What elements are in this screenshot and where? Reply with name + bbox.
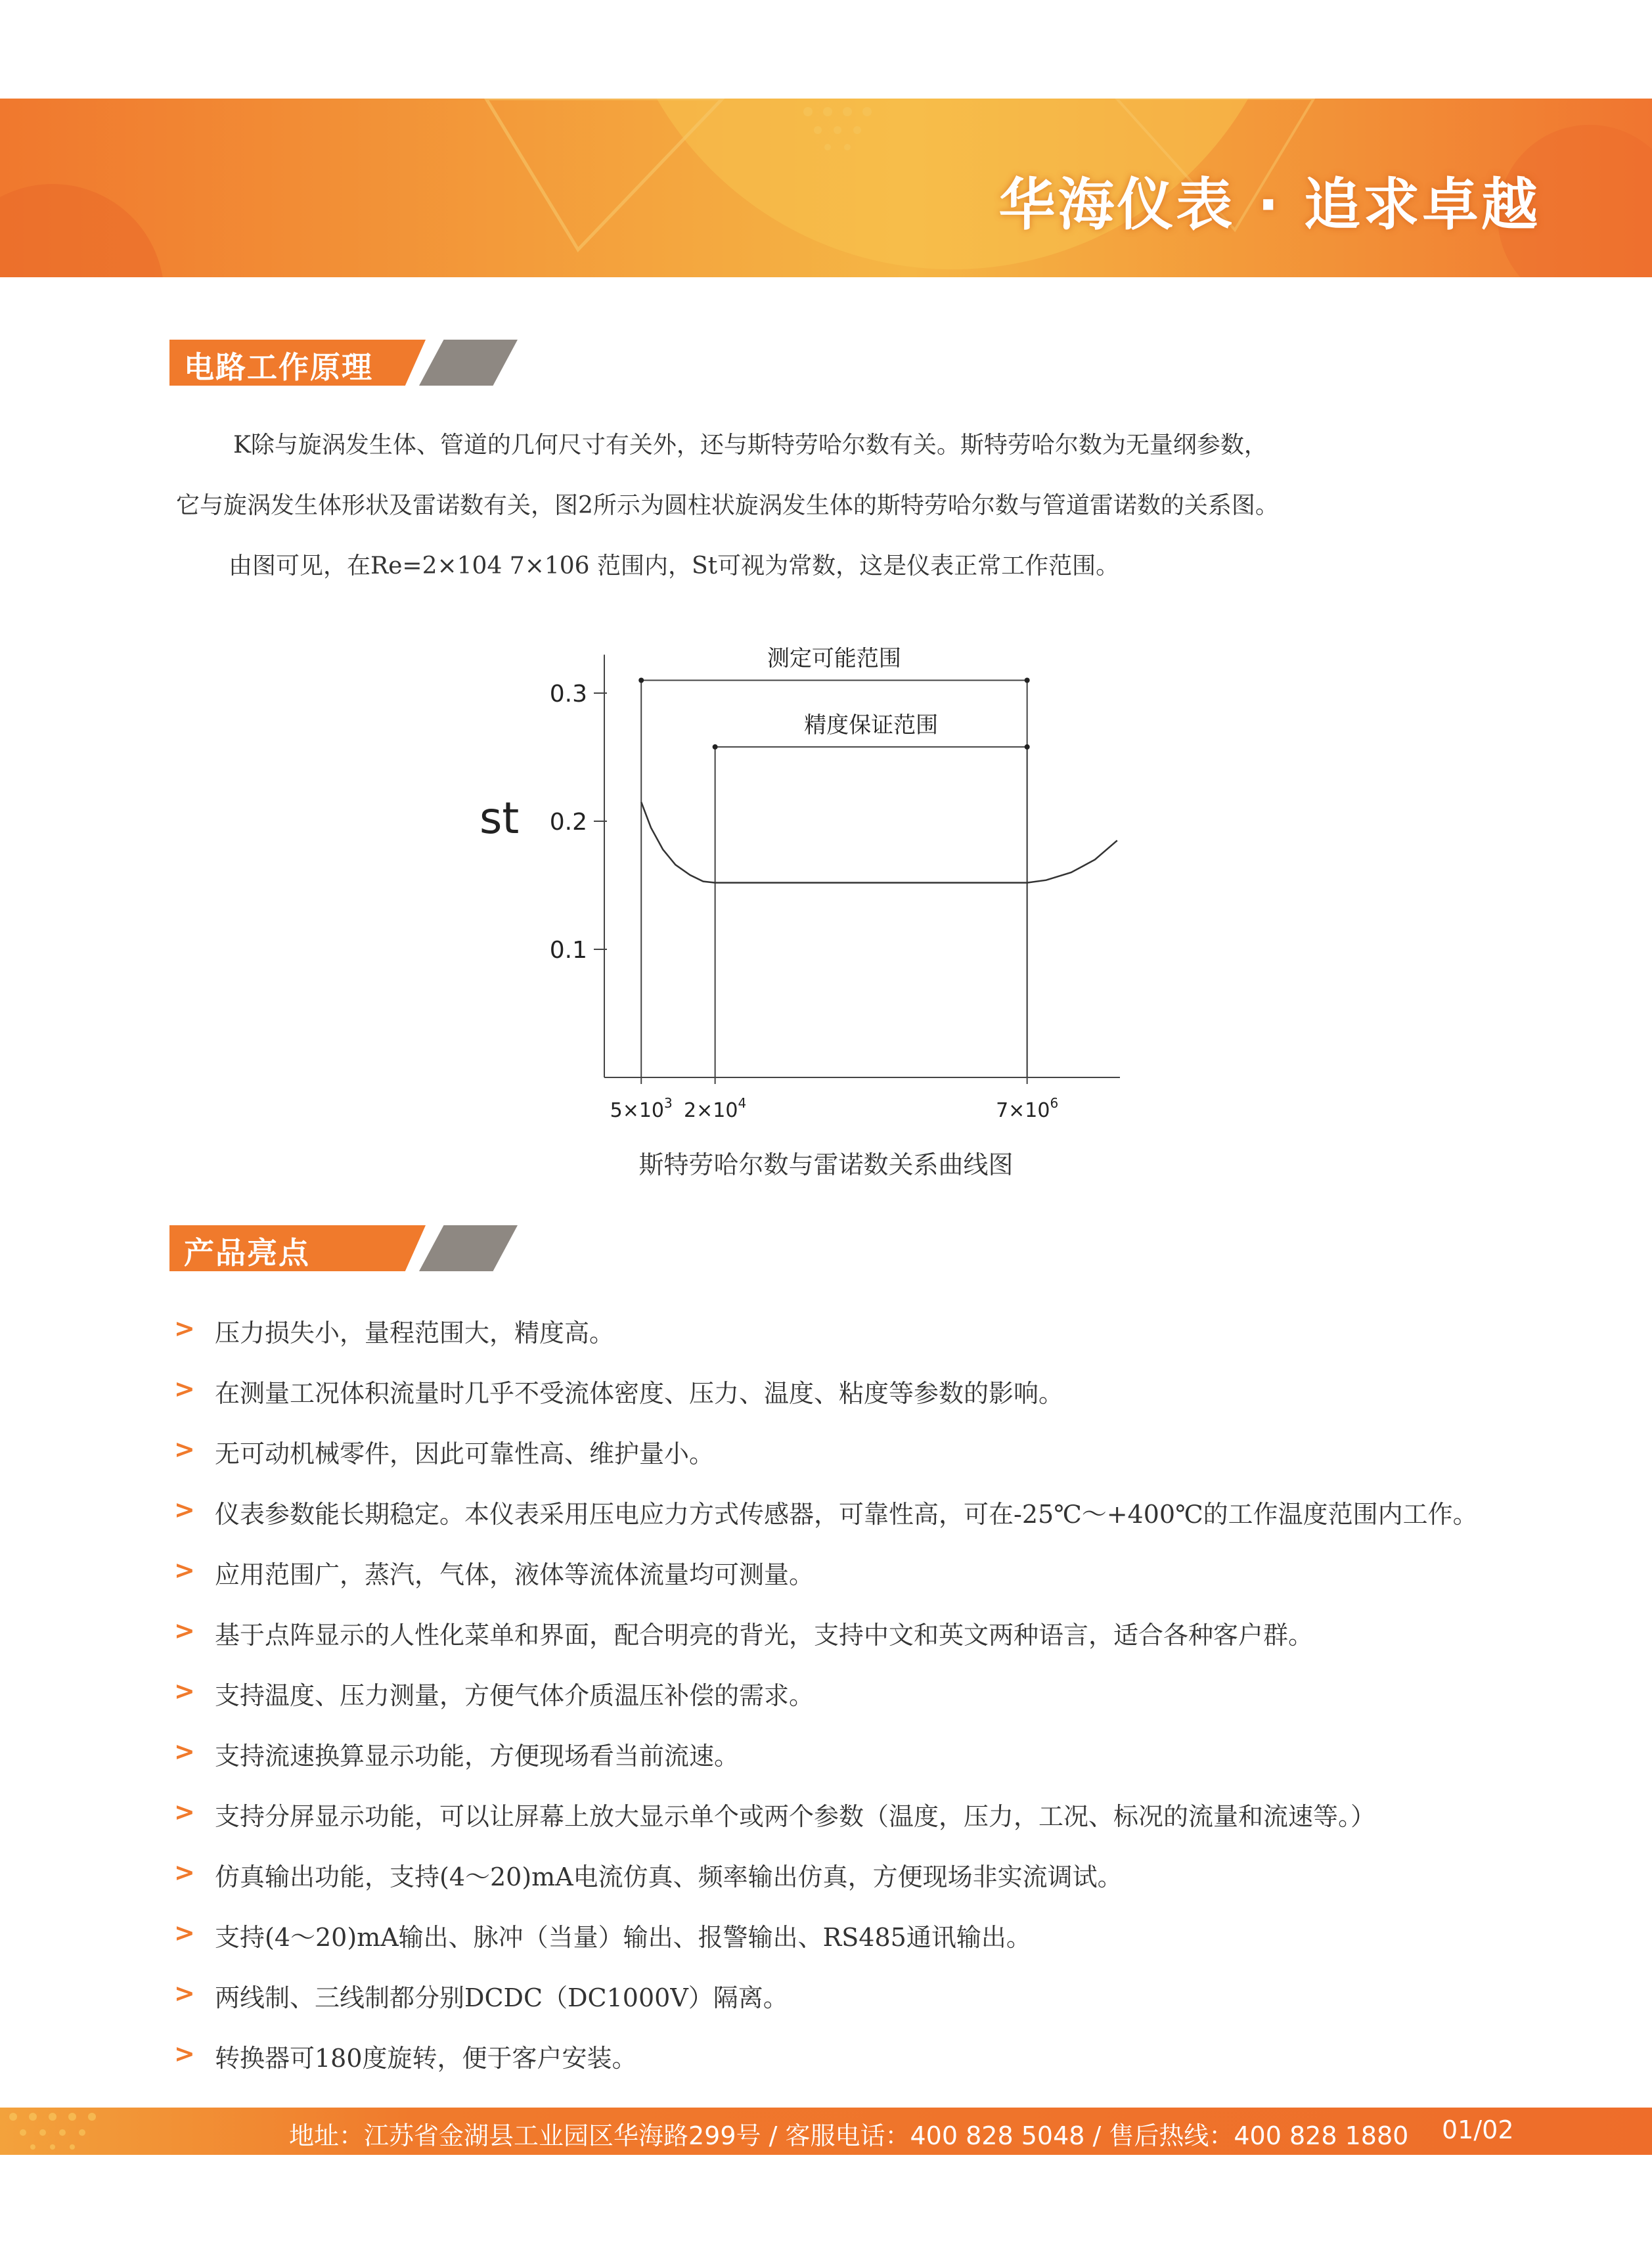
footer-decoration bbox=[0, 2108, 276, 2155]
y-tick-label: 0.1 bbox=[549, 937, 587, 964]
list-item-text: 支持流速换算显示功能，方便现场看当前流速。 bbox=[215, 1742, 740, 1771]
range-endpoint bbox=[1025, 744, 1030, 750]
section-title: 电路工作原理 bbox=[184, 350, 373, 385]
arrow-bullet-icon: > bbox=[174, 1495, 195, 1524]
list-item-text: 仿真输出功能，支持(4～20)mA电流仿真、频率输出仿真，方便现场非实流调试。 bbox=[215, 1863, 1123, 1891]
slogan: 华海仪表 · 追求卓越 bbox=[998, 172, 1540, 238]
list-item-text: 仪表参数能长期稳定。本仪表采用压电应力方式传感器，可靠性高，可在-25℃～+400℃的工作温度范围内工作。 bbox=[215, 1500, 1478, 1529]
x-tick-label: $7\times 10^6$ bbox=[996, 1095, 1059, 1122]
list-item-text: 支持(4～20)mA输出、脉冲（当量）输出、报警输出、RS485通讯输出。 bbox=[215, 1923, 1031, 1952]
list-item-text: 无可动机械零件，因此可靠性高、维护量小。 bbox=[215, 1439, 715, 1468]
arrow-bullet-icon: > bbox=[174, 1797, 195, 1826]
arrow-bullet-icon: > bbox=[174, 1556, 195, 1585]
y-ticks bbox=[550, 681, 607, 964]
section-header-circuit bbox=[169, 340, 518, 386]
arrow-bullet-icon: > bbox=[174, 1677, 195, 1705]
list-item-text: 在测量工况体积流量时几乎不受流体密度、压力、温度、粘度等参数的影响。 bbox=[215, 1379, 1064, 1408]
range-annotations bbox=[638, 646, 1029, 1078]
section-tab-grey bbox=[419, 1225, 518, 1271]
chart-caption: 斯特劳哈尔数与雷诺数关系曲线图 bbox=[638, 1150, 1014, 1179]
x-tick-label: $2\times 10^4$ bbox=[684, 1095, 747, 1122]
section-header-highlights bbox=[169, 1225, 518, 1271]
range-endpoint bbox=[638, 678, 644, 683]
list-item-text: 转换器可180度旋转，便于客户安装。 bbox=[215, 2044, 637, 2073]
y-tick-label: 0.2 bbox=[549, 809, 587, 836]
arrow-bullet-icon: > bbox=[174, 1737, 195, 1766]
paragraph-line-1: K除与旋涡发生体、管道的几何尺寸有关外，还与斯特劳哈尔数有关。斯特劳哈尔数为无量纲参数， bbox=[233, 432, 1268, 459]
paragraph-line-3: 由图可见，在Re=2×104 7×106 范围内，St可视为常数，这是仪表正常工作范围。 bbox=[229, 553, 1120, 579]
y-axis-label: st bbox=[480, 793, 520, 844]
x-ticks bbox=[610, 1077, 1059, 1122]
arrow-bullet-icon: > bbox=[174, 2039, 195, 2068]
section-title: 产品亮点 bbox=[184, 1235, 310, 1271]
range-endpoint bbox=[1025, 678, 1030, 683]
header-banner bbox=[0, 99, 1652, 277]
range-label: 测定可能范围 bbox=[767, 645, 901, 672]
strouhal-reynolds-chart bbox=[453, 624, 1150, 1150]
range-label: 精度保证范围 bbox=[804, 711, 939, 738]
arrow-bullet-icon: > bbox=[174, 1616, 195, 1645]
arrow-bullet-icon: > bbox=[174, 1858, 195, 1887]
list-item-text: 基于点阵显示的人性化菜单和界面，配合明亮的背光，支持中文和英文两种语言，适合各种客户群。 bbox=[215, 1621, 1314, 1650]
x-tick-label: $5\times 10^3$ bbox=[610, 1095, 673, 1122]
arrow-bullet-icon: > bbox=[174, 1374, 195, 1403]
list-item-text: 应用范围广，蒸汽，气体，液体等流体流量均可测量。 bbox=[215, 1560, 815, 1589]
range-endpoint bbox=[713, 744, 718, 750]
arrow-bullet-icon: > bbox=[174, 1979, 195, 2008]
chart-series bbox=[641, 802, 1117, 883]
paragraph-line-2: 它与旋涡发生体形状及雷诺数有关，图2所示为圆柱状旋涡发生体的斯特劳哈尔数与管道雷诺数的关系图。 bbox=[176, 492, 1279, 519]
arrow-bullet-icon: > bbox=[174, 1314, 195, 1343]
list-item-text: 支持温度、压力测量，方便气体介质温压补偿的需求。 bbox=[215, 1681, 815, 1710]
page-number: 01/02 bbox=[1442, 2115, 1514, 2144]
arrow-bullet-icon: > bbox=[174, 1435, 195, 1464]
footer-address: 地址：江苏省金湖县工业园区华海路299号 / 客服电话：400 828 5048 / 售后热线：400 828 1880 bbox=[289, 2121, 1409, 2150]
footer-bar bbox=[0, 2108, 1652, 2155]
list-item-text: 压力损失小，量程范围大，精度高。 bbox=[215, 1319, 615, 1347]
section-tab-grey bbox=[419, 340, 518, 386]
strouhal-curve bbox=[641, 802, 1117, 883]
arrow-bullet-icon: > bbox=[174, 1918, 195, 1947]
list-item-text: 两线制、三线制都分别DCDC（DC1000V）隔离。 bbox=[215, 1983, 788, 2012]
y-tick-label: 0.3 bbox=[549, 681, 587, 708]
list-item-text: 支持分屏显示功能，可以让屏幕上放大显示单个或两个参数（温度，压力，工况、标况的流量和流速等。） bbox=[215, 1802, 1376, 1831]
